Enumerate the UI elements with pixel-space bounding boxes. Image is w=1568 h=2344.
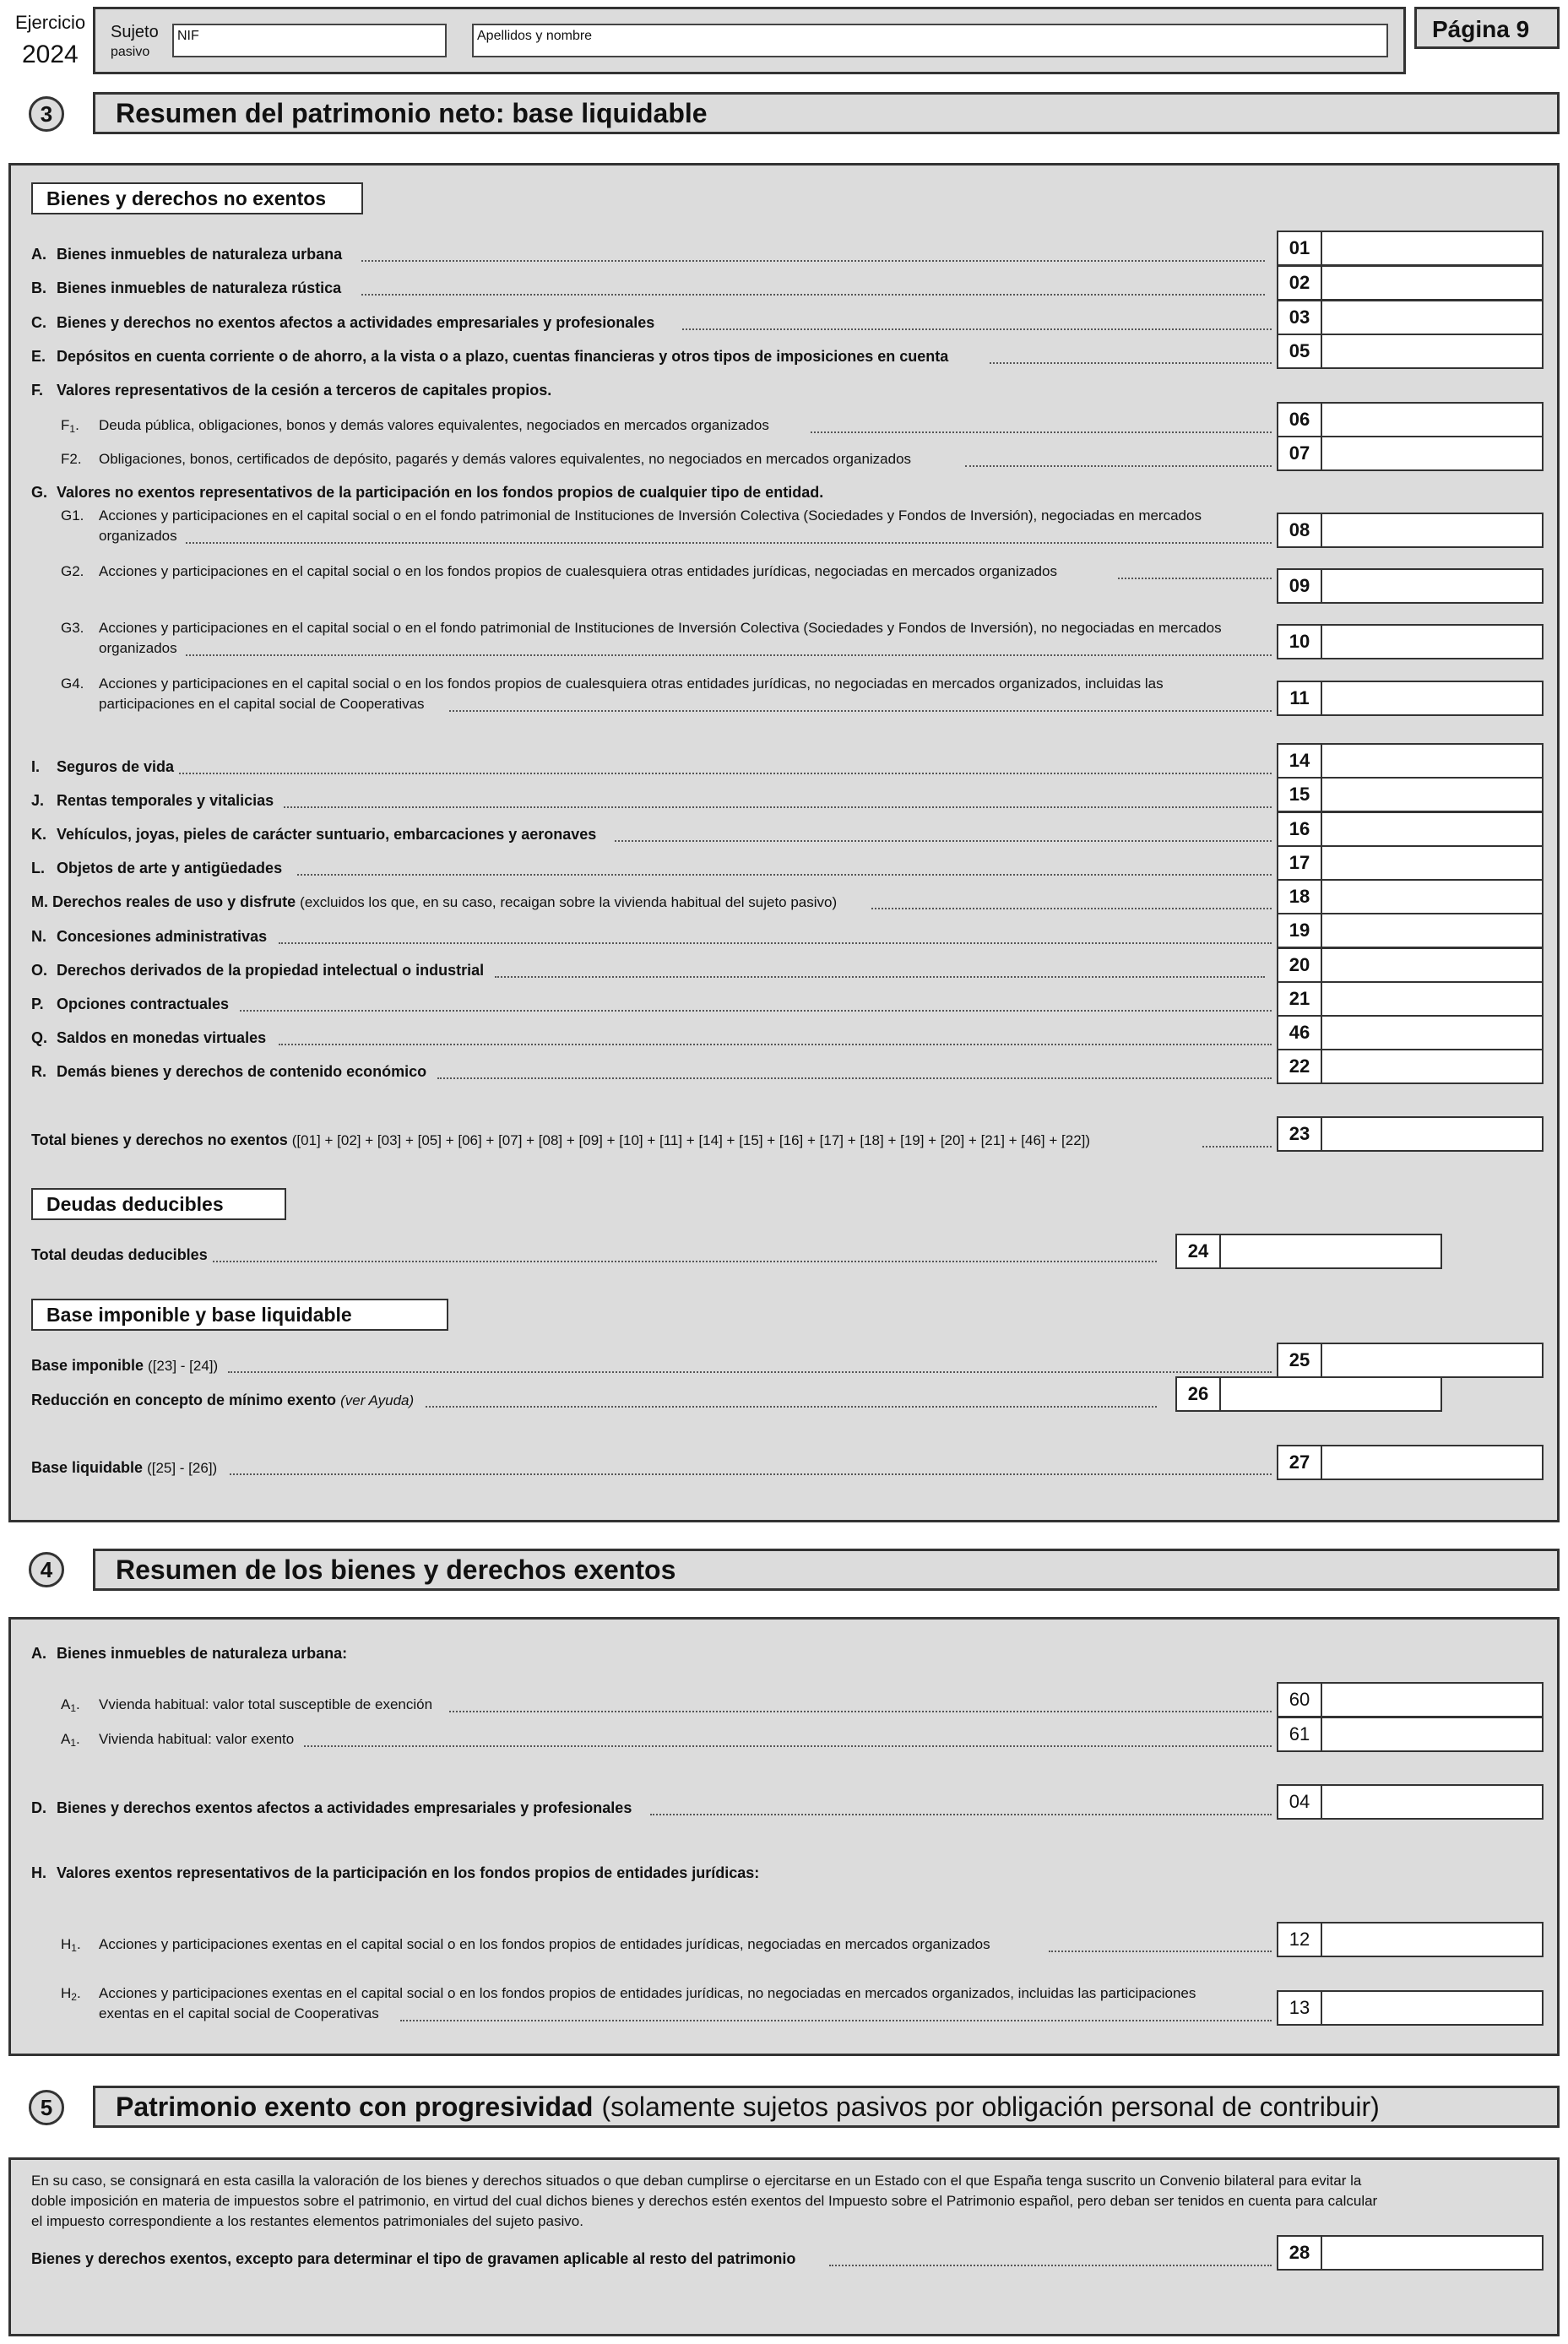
section-5-title-rest: (solamente sujetos pasivos por obligación personal de contribuir) (601, 2091, 1380, 2122)
s5-item-text: Bienes y derechos exentos, excepto para determinar el tipo de gravamen aplicable al resto del patrimonio (31, 2250, 796, 2267)
box-17[interactable] (1277, 845, 1544, 881)
box-05-code: 05 (1278, 335, 1322, 367)
box-14-code: 14 (1278, 745, 1322, 777)
item-g4-line2: participaciones en el capital social de Cooperativas (99, 696, 425, 712)
dots (400, 2020, 1272, 2021)
ejercicio-box (7, 7, 88, 74)
section-3-number: 3 (29, 96, 64, 132)
box-15-code: 15 (1278, 779, 1322, 811)
dots (284, 806, 1272, 808)
box-08-input[interactable] (1322, 514, 1542, 546)
item-g4-prefix: G4. (61, 676, 84, 692)
item-f-letter: F. (31, 382, 44, 399)
item-m-row (31, 893, 837, 912)
a1b-prefix-sub: 1 (70, 1737, 77, 1749)
item-r-letter: R. (31, 1063, 46, 1080)
box-07[interactable] (1277, 436, 1544, 471)
dots (279, 942, 1272, 944)
base-imponible-row (31, 1356, 218, 1375)
box-26-code: 26 (1177, 1378, 1221, 1410)
box-06-code: 06 (1278, 404, 1322, 436)
item-p-letter: P. (31, 996, 44, 1012)
dots (228, 1371, 1272, 1373)
box-09[interactable] (1277, 568, 1544, 604)
box-04-input[interactable] (1322, 1786, 1542, 1818)
box-13-input[interactable] (1322, 1992, 1542, 2024)
dots (829, 2265, 1272, 2266)
box-20-code: 20 (1278, 949, 1322, 981)
item-f-text: Valores representativos de la cesión a terceros de capitales propios. (57, 382, 552, 399)
box-15[interactable] (1277, 777, 1544, 812)
box-22-input[interactable] (1322, 1050, 1542, 1082)
box-18-input[interactable] (1322, 881, 1542, 913)
dots (361, 294, 1265, 296)
item-g1-prefix: G1. (61, 507, 84, 524)
box-09-input[interactable] (1322, 570, 1542, 602)
box-21[interactable] (1277, 981, 1544, 1017)
s4-h2-line2: exentas en el capital social de Cooperativas (99, 2005, 379, 2021)
section-3-title-text: Resumen del patrimonio neto: base liquidable (116, 97, 708, 128)
item-k-letter: K. (31, 826, 46, 843)
s4-item-h-text: Valores exentos representativos de la participación en los fondos propios de entidades jurídicas: (57, 1864, 760, 1881)
box-01[interactable] (1277, 231, 1544, 266)
dots (304, 1745, 1272, 1747)
box-46-input[interactable] (1322, 1017, 1542, 1049)
s4-item-a-letter: A. (31, 1645, 46, 1662)
box-03-code: 03 (1278, 301, 1322, 334)
dots (230, 1473, 1272, 1475)
box-10-code: 10 (1278, 626, 1322, 658)
s4-h1-text: Acciones y participaciones exentas en el capital social o en los fondos propios de entidades jurídicas, negociadas en mercados organizados (99, 1936, 990, 1952)
box-06-input[interactable] (1322, 404, 1542, 436)
item-f2-prefix: F2. (61, 451, 82, 467)
dots (186, 542, 1272, 544)
item-e-letter: E. (31, 348, 46, 365)
ejercicio-year: 2024 (22, 41, 79, 68)
box-17-code: 17 (1278, 847, 1322, 879)
box-25-code: 25 (1278, 1344, 1322, 1376)
dots (965, 465, 1272, 467)
dots (426, 1406, 1157, 1408)
section-5-title (93, 2086, 1560, 2128)
dots (495, 976, 1265, 978)
item-f2-text: Obligaciones, bonos, certificados de depósito, pagarés y demás valores equivalentes, no negociados en mercados organizados (99, 451, 912, 467)
box-15-input[interactable] (1322, 779, 1542, 811)
dots (871, 908, 1272, 909)
s4-h2-line1: Acciones y participaciones exentas en el capital social o en los fondos propios de entidades jurídicas, no negociadas en mercados organizados, incluidas las participaciones (99, 1985, 1196, 2001)
f1-prefix-letter: F (61, 417, 70, 433)
s5-para-line1: En su caso, se consignará en esta casilla la valoración de los bienes y derechos situados o que deban cumplirse o ejercitarse en un Estado con el que España tenga suscrito un Convenio bilateral para evitar la (31, 2173, 1362, 2189)
item-g2-prefix: G2. (61, 563, 84, 579)
box-12[interactable] (1277, 1922, 1544, 1957)
item-a-text: Bienes inmuebles de naturaleza urbana (57, 246, 343, 263)
reduccion-extra: (ver Ayuda) (340, 1392, 415, 1408)
item-g1-line2: organizados (99, 528, 177, 544)
dots (1118, 578, 1272, 579)
dots (361, 260, 1265, 262)
box-18-code: 18 (1278, 881, 1322, 913)
s4-a1a-text: Vvienda habitual: valor total susceptible de exención (99, 1696, 433, 1712)
box-02-code: 02 (1278, 267, 1322, 299)
box-46[interactable] (1277, 1015, 1544, 1050)
dots (449, 710, 1272, 712)
s4-a1b-prefix: A1. (61, 1731, 80, 1749)
box-14[interactable] (1277, 743, 1544, 779)
box-28-input[interactable] (1322, 2237, 1542, 2269)
item-g1-line1: Acciones y participaciones en el capital social o en el fondo patrimonial de Instituciones de Inversión Colectiva (Sociedades y Fondos de Inversión), negociadas en mercados (99, 507, 1202, 524)
box-20-input[interactable] (1322, 949, 1542, 981)
box-21-input[interactable] (1322, 983, 1542, 1015)
s4-item-h-letter: H. (31, 1864, 46, 1881)
item-g3-line1: Acciones y participaciones en el capital social o en el fondo patrimonial de Instituciones de Inversión Colectiva (Sociedades y Fondos de Inversión), no negociadas en mercados (99, 620, 1222, 636)
s4-a1b-text: Vivienda habitual: valor exento (99, 1731, 295, 1747)
item-l-text: Objetos de arte y antigüedades (57, 860, 283, 876)
dots (186, 654, 1272, 656)
box-05[interactable] (1277, 334, 1544, 369)
s4-item-d-text: Bienes y derechos exentos afectos a actividades empresariales y profesionales (57, 1799, 632, 1816)
base-liquidable-text: Base liquidable (31, 1459, 144, 1476)
item-g-text: Valores no exentos representativos de la participación en los fondos propios de cualquier tipo de entidad. (57, 484, 824, 501)
box-26-input[interactable] (1221, 1378, 1440, 1410)
box-19-code: 19 (1278, 914, 1322, 947)
item-g3-line2: organizados (99, 640, 177, 656)
item-m-letter: M. (31, 893, 48, 910)
total-bienes-text: Total bienes y derechos no exentos (31, 1131, 288, 1148)
box-07-input[interactable] (1322, 437, 1542, 469)
box-18[interactable] (1277, 879, 1544, 914)
box-60-input[interactable] (1322, 1684, 1542, 1716)
box-21-code: 21 (1278, 983, 1322, 1015)
dots (650, 1814, 1272, 1815)
s5-para-line3: el impuesto correspondiente a los restantes elementos patrimoniales del sujeto pasivo. (31, 2213, 583, 2229)
base-imponible-text: Base imponible (31, 1357, 144, 1374)
item-i-text: Seguros de vida (57, 758, 175, 775)
box-19-input[interactable] (1322, 914, 1542, 947)
dots (1049, 1951, 1272, 1952)
box-02-input[interactable] (1322, 267, 1542, 299)
s4-h1-prefix: H1. (61, 1936, 81, 1954)
box-13-code: 13 (1278, 1992, 1322, 2024)
reduccion-row (31, 1391, 414, 1410)
item-b-letter: B. (31, 279, 46, 296)
item-i-letter: I. (31, 758, 41, 775)
box-27-code: 27 (1278, 1446, 1322, 1479)
item-g2-line1: Acciones y participaciones en el capital social o en los fondos propios de cualesquiera otras entidades jurídicas, negociadas en mercados organizados (99, 563, 1057, 579)
item-q-letter: Q. (31, 1029, 48, 1046)
item-a-letter: A. (31, 246, 46, 263)
box-10-input[interactable] (1322, 626, 1542, 658)
total-bienes-formula: ([01] + [02] + [03] + [05] + [06] + [07] + [08] + [09] + [10] + [11] + [14] + [15] + [16] + [17] + [18] + [19] + [20] + [21] + [46] + [22]) (291, 1132, 1091, 1148)
section-4-number: 4 (29, 1552, 64, 1587)
item-m-text: Derechos reales de uso y disfrute (52, 893, 296, 910)
box-03-input[interactable] (1322, 301, 1542, 334)
box-60-code: 60 (1278, 1684, 1322, 1716)
box-22[interactable] (1277, 1049, 1544, 1084)
item-r-text: Demás bienes y derechos de contenido económico (57, 1063, 427, 1080)
box-60[interactable] (1277, 1682, 1544, 1717)
deudas-heading: Deudas deducibles (31, 1188, 286, 1220)
dots (179, 773, 1272, 774)
box-61[interactable] (1277, 1717, 1544, 1752)
box-10[interactable] (1277, 624, 1544, 659)
nombre-label: Apellidos y nombre (477, 29, 593, 43)
box-23-input[interactable] (1322, 1118, 1542, 1150)
a1b-prefix-letter: A (61, 1731, 71, 1747)
box-17-input[interactable] (1322, 847, 1542, 879)
item-p-text: Opciones contractuales (57, 996, 230, 1012)
a1a-prefix-sub: 1 (70, 1702, 77, 1714)
item-o-text: Derechos derivados de la propiedad intelectual o industrial (57, 962, 485, 979)
box-07-code: 07 (1278, 437, 1322, 469)
item-j-text: Rentas temporales y vitalicias (57, 792, 274, 809)
item-l-letter: L. (31, 860, 45, 876)
a1a-prefix-letter: A (61, 1696, 71, 1712)
base-imponible-formula: ([23] - [24]) (148, 1358, 219, 1374)
box-05-input[interactable] (1322, 335, 1542, 367)
box-24-input[interactable] (1221, 1235, 1440, 1267)
section-5-number: 5 (29, 2090, 64, 2125)
section-3-title (93, 92, 1560, 134)
dots (1202, 1146, 1272, 1148)
nombre-field[interactable] (472, 24, 1388, 57)
box-01-input[interactable] (1322, 232, 1542, 264)
box-23[interactable] (1277, 1116, 1544, 1152)
deudas-total-text: Total deudas deducibles (31, 1246, 208, 1263)
dots (279, 1044, 1272, 1045)
box-11-code: 11 (1278, 682, 1322, 714)
box-16-code: 16 (1278, 813, 1322, 845)
dots (213, 1261, 1157, 1262)
box-20[interactable] (1277, 947, 1544, 983)
box-13[interactable] (1277, 1990, 1544, 2026)
box-22-code: 22 (1278, 1050, 1322, 1082)
dots (682, 328, 1272, 330)
box-01-code: 01 (1278, 232, 1322, 264)
base-liquidable-formula: ([25] - [26]) (147, 1460, 218, 1476)
box-28[interactable] (1277, 2235, 1544, 2271)
item-f1-prefix: F1. (61, 417, 79, 435)
box-14-input[interactable] (1322, 745, 1542, 777)
dots (990, 362, 1272, 364)
base-liquidable-row (31, 1458, 217, 1478)
h1-prefix-sub: 1 (71, 1942, 77, 1954)
box-08-code: 08 (1278, 514, 1322, 546)
item-q-text: Saldos en monedas virtuales (57, 1029, 267, 1046)
sujeto-label: Sujeto (111, 23, 159, 41)
item-j-letter: J. (31, 792, 45, 809)
bienes-no-exentos-heading: Bienes y derechos no exentos (31, 182, 363, 214)
h1-prefix-letter: H (61, 1936, 72, 1952)
box-25-input[interactable] (1322, 1344, 1542, 1376)
box-46-code: 46 (1278, 1017, 1322, 1049)
item-e-text: Depósitos en cuenta corriente o de ahorro, a la vista o a plazo, cuentas financieras y otros tipos de imposiciones en cuenta (57, 348, 949, 365)
h2-prefix-sub: 2 (71, 1991, 77, 2003)
item-g-letter: G. (31, 484, 48, 501)
item-c-text: Bienes y derechos no exentos afectos a actividades empresariales y profesionales (57, 314, 655, 331)
section-4-title-text: Resumen de los bienes y derechos exentos (116, 1554, 676, 1585)
h2-prefix-letter: H (61, 1985, 72, 2001)
section-4-title (93, 1549, 1560, 1591)
pasivo-label: pasivo (111, 45, 150, 59)
box-25[interactable] (1277, 1343, 1544, 1378)
box-26[interactable] (1175, 1376, 1442, 1412)
nif-field[interactable] (172, 24, 447, 57)
box-24-code: 24 (1177, 1235, 1221, 1267)
box-04[interactable] (1277, 1784, 1544, 1820)
s4-h2-prefix: H2. (61, 1985, 81, 2003)
box-11-input[interactable] (1322, 682, 1542, 714)
dots (240, 1010, 1272, 1012)
item-n-letter: N. (31, 928, 46, 945)
box-61-code: 61 (1278, 1718, 1322, 1750)
dots (615, 840, 1272, 842)
ejercicio-label: Ejercicio (15, 12, 86, 33)
s5-para-line2: doble imposición en materia de impuestos sobre el patrimonio, en virtud del cual dichos bienes y derechos estén exentos del Impuesto sobre el Patrimonio español, pero deban ser tenidos en cuenta para calcular (31, 2193, 1378, 2209)
box-12-code: 12 (1278, 1923, 1322, 1956)
page-number-box (1414, 7, 1560, 49)
s4-item-d-letter: D. (31, 1799, 46, 1816)
item-n-text: Concesiones administrativas (57, 928, 268, 945)
nif-label: NIF (177, 29, 199, 43)
f1-prefix-sub: 1 (69, 423, 76, 435)
box-16-input[interactable] (1322, 813, 1542, 845)
box-06[interactable] (1277, 402, 1544, 437)
box-27[interactable] (1277, 1445, 1544, 1480)
s4-a1a-prefix: A1. (61, 1696, 80, 1714)
box-04-code: 04 (1278, 1786, 1322, 1818)
item-o-letter: O. (31, 962, 48, 979)
box-23-code: 23 (1278, 1118, 1322, 1150)
dots (297, 874, 1272, 876)
box-19[interactable] (1277, 913, 1544, 948)
item-c-letter: C. (31, 314, 46, 331)
box-24[interactable] (1175, 1234, 1442, 1269)
box-11[interactable] (1277, 681, 1544, 716)
reduccion-text: Reducción en concepto de mínimo exento (31, 1392, 337, 1408)
box-03[interactable] (1277, 300, 1544, 335)
item-f1-text: Deuda pública, obligaciones, bonos y demás valores equivalentes, negociados en mercados organizados (99, 417, 769, 433)
sujeto-pasivo-box (93, 7, 1406, 74)
item-m-extra: (excluidos los que, en su caso, recaigan sobre la vivienda habitual del sujeto pasivo) (300, 894, 838, 910)
dots (437, 1077, 1272, 1079)
dots (811, 431, 1272, 433)
total-bienes-row (31, 1131, 1090, 1150)
item-g4-line1: Acciones y participaciones en el capital social o en los fondos propios de cualesquiera otras entidades jurídicas, no negociadas en mercados organizados, incluidas las (99, 676, 1164, 692)
box-09-code: 09 (1278, 570, 1322, 602)
box-27-input[interactable] (1322, 1446, 1542, 1479)
item-b-text: Bienes inmuebles de naturaleza rústica (57, 279, 342, 296)
box-61-input[interactable] (1322, 1718, 1542, 1750)
box-02[interactable] (1277, 265, 1544, 301)
dots (449, 1711, 1272, 1712)
box-12-input[interactable] (1322, 1923, 1542, 1956)
item-k-text: Vehículos, joyas, pieles de carácter suntuario, embarcaciones y aeronaves (57, 826, 597, 843)
box-28-code: 28 (1278, 2237, 1322, 2269)
box-16[interactable] (1277, 811, 1544, 847)
box-08[interactable] (1277, 513, 1544, 548)
section-5-title-text: Patrimonio exento con progresividad (116, 2091, 594, 2122)
item-g3-prefix: G3. (61, 620, 84, 636)
base-heading: Base imponible y base liquidable (31, 1299, 448, 1331)
s4-item-a-text: Bienes inmuebles de naturaleza urbana: (57, 1645, 348, 1662)
page-number: Página 9 (1432, 16, 1530, 42)
